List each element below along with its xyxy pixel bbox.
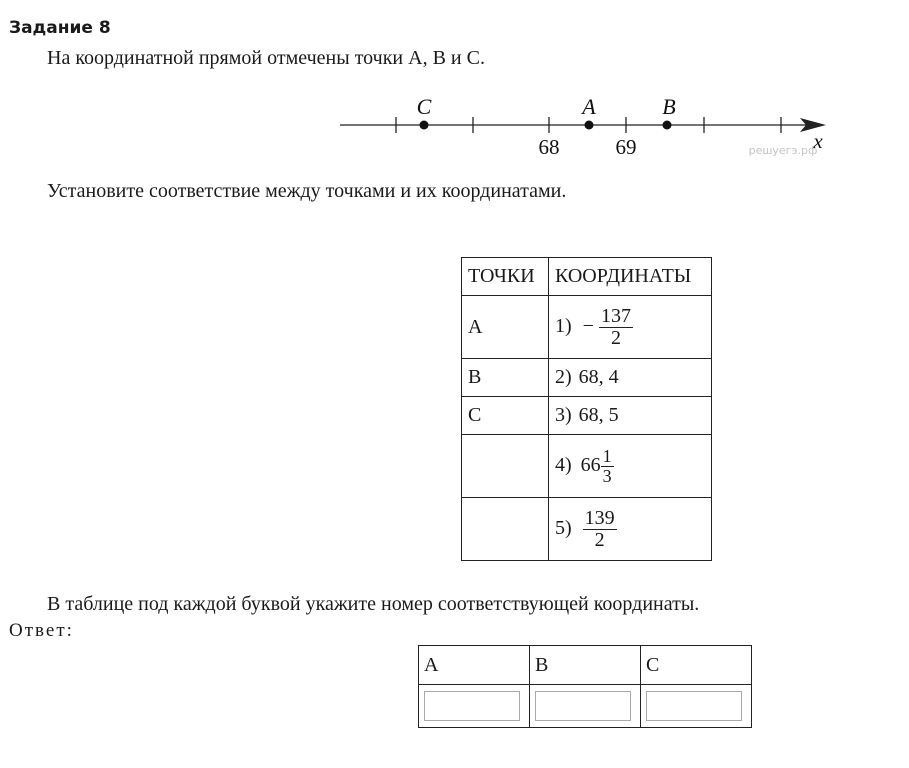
point-cell-b: B: [462, 359, 549, 397]
point-a-dot: [585, 121, 594, 130]
table-row: [462, 435, 712, 498]
answer-input-c[interactable]: [646, 691, 742, 721]
point-cell-empty: [462, 435, 549, 498]
point-a-label: A: [582, 94, 596, 119]
answer-cell-b: [530, 685, 641, 728]
answer-table: [418, 645, 752, 728]
axis-label-x: x: [813, 129, 823, 153]
answer-col-b: B: [530, 646, 641, 685]
fraction: [601, 447, 614, 486]
numerator: 137: [600, 304, 631, 327]
answer-input-b[interactable]: [535, 691, 631, 721]
table-row: [419, 685, 752, 728]
header-coordinates: КООРДИНАТЫ: [549, 258, 712, 296]
answer-input-a[interactable]: [424, 691, 520, 721]
coord-cell-1: [549, 296, 712, 359]
answer-instruction: В таблице под каждой буквой укажите номер соответствующей координаты.: [47, 593, 700, 615]
coord-number: 4): [555, 453, 572, 476]
coord-number: 1): [555, 314, 572, 337]
coord-value: 68, 4: [578, 366, 619, 388]
match-instruction: Установите соответствие между точками и их координатами.: [47, 180, 567, 202]
denominator: 2: [594, 528, 605, 551]
tick-label-69: 69: [615, 135, 637, 159]
point-c-dot: [420, 121, 429, 130]
answer-cell-c: [641, 685, 752, 728]
point-cell-a: A: [462, 296, 549, 359]
task-intro-text: На координатной прямой отмечены точки A, B и C.: [47, 47, 485, 69]
denominator: 2: [610, 326, 621, 349]
fraction: [583, 508, 617, 551]
table-row: [462, 296, 712, 359]
coord-number: 3): [555, 404, 572, 426]
coord-cell-5: [549, 498, 712, 561]
point-c-label: C: [416, 94, 432, 119]
table-row: [462, 258, 712, 296]
coord-number: 5): [555, 516, 572, 539]
point-b-dot: [663, 121, 672, 130]
coord-cell-2: [549, 359, 712, 397]
table-row: [462, 359, 712, 397]
header-points: ТОЧКИ: [462, 258, 549, 296]
coord-number: 2): [555, 366, 572, 388]
table-row: [462, 498, 712, 561]
denominator: 3: [602, 465, 612, 486]
minus-sign: −: [582, 314, 594, 337]
tick-label-68: 68: [538, 135, 560, 159]
coord-cell-4: [549, 435, 712, 498]
answer-cell-a: [419, 685, 530, 728]
table-row: [462, 397, 712, 435]
point-b-label: B: [662, 94, 676, 119]
point-cell-empty: [462, 498, 549, 561]
answer-label: Ответ:: [9, 620, 74, 641]
coord-value: 68, 5: [578, 404, 619, 426]
fraction: [599, 306, 633, 349]
number-line: [330, 88, 830, 160]
point-cell-c: C: [462, 397, 549, 435]
whole-part: 66: [580, 453, 601, 476]
numerator: 1: [602, 445, 612, 466]
points-table: [461, 257, 712, 561]
watermark: решуегэ.рф: [748, 144, 818, 157]
numerator: 139: [584, 506, 615, 529]
coord-cell-3: [549, 397, 712, 435]
answer-col-a: A: [419, 646, 530, 685]
task-title: Задание 8: [9, 18, 111, 38]
table-row: [419, 646, 752, 685]
answer-col-c: C: [641, 646, 752, 685]
